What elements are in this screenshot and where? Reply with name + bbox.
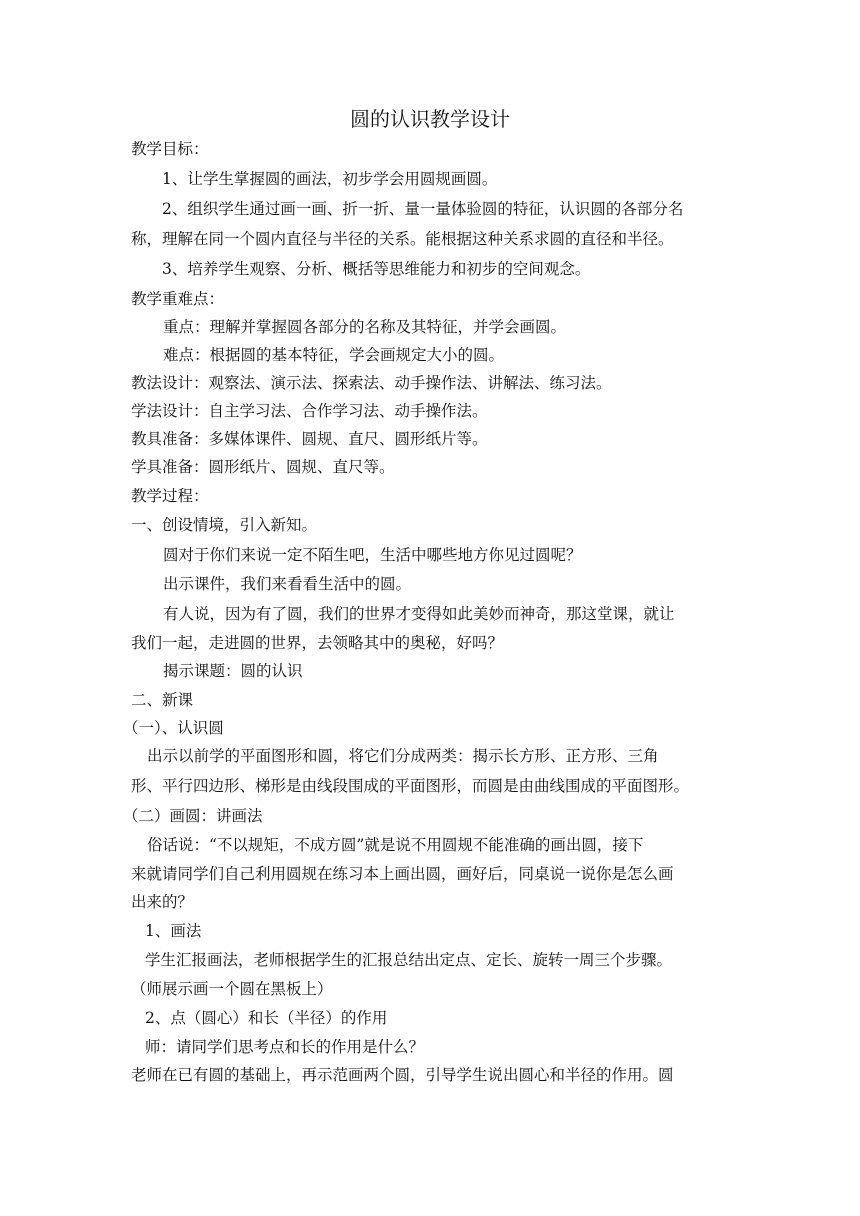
text-line: 老师在已有圆的基础上，再示范画两个圆，引导学生说出圆心和半径的作用。圆 [131,1066,674,1084]
text-line: 俗话说：“不以规矩，不成方圆”就是说不用圆规不能准确的画出圆，接下 [147,836,644,854]
text-line: 教法设计：观察法、演示法、探索法、动手操作法、讲解法、练习法。 [131,374,612,392]
text-line: 1、画法 [145,922,202,940]
text-line: 出示课件，我们来看看生活中的圆。 [163,575,412,593]
document-title: 圆的认识教学设计 [350,107,510,131]
text-line: 形、平行四边形、梯形是由线段围成的平面图形，而圆是由曲线围成的平面图形。 [131,777,690,795]
text-line: 学法设计：自主学习法、合作学习法、动手操作法。 [131,402,488,420]
text-line: 1、让学生掌握圆的画法，初步学会用圆规画圆。 [162,170,498,188]
text-line: （二）画圆：讲画法 [123,807,263,825]
text-line: 师：请同学们思考点和长的作用是什么？ [145,1038,425,1056]
text-line: 来就请同学们自己利用圆规在练习本上画出圆，画好后，同桌说一说你是怎么画 [131,865,674,883]
text-line: 称，理解在同一个圆内直径与半径的关系。能根据这种关系求圆的直径和半径。 [131,230,674,248]
text-line: 揭示课题：圆的认识 [163,662,303,680]
text-line: 教学重难点： [131,290,225,308]
text-line: 有人说，因为有了圆，我们的世界才变得如此美妙而神奇，那这堂课，就让 [163,605,675,623]
text-line: 我们一起，走进圆的世界，去领略其中的奥秘，好吗？ [131,634,504,652]
text-line: 重点：理解并掌握圆各部分的名称及其特征，并学会画圆。 [163,318,567,336]
text-line: 二、新课 [131,691,194,709]
text-line: 2、组织学生通过画一画、折一折、量一量体验圆的特征，认识圆的各部分名 [162,200,684,218]
text-line: 2、点（圆心）和长（半径）的作用 [145,1009,388,1027]
text-line: 难点：根据圆的基本特征，学会画规定大小的圆。 [163,346,505,364]
text-line: 教学目标： [131,140,209,158]
text-line: （师展示画一个圆在黑板上） [131,980,333,998]
text-line: 圆对于你们来说一定不陌生吧，生活中哪些地方你见过圆呢？ [163,546,582,564]
text-line: 学生汇报画法，老师根据学生的汇报总结出定点、定长、旋转一周三个步骤。 [145,951,673,969]
text-line: 一、创设情境，引入新知。 [131,516,318,534]
text-line: 教具准备：多媒体课件、圆规、直尺、圆形纸片等。 [131,430,488,448]
text-line: 学具准备：圆形纸片、圆规、直尺等。 [131,458,395,476]
text-line: 教学过程： [131,487,209,505]
text-line: 出来的？ [131,893,194,911]
text-line: 3、培养学生观察、分析、概括等思维能力和初步的空间观念。 [162,260,591,278]
text-line: 出示以前学的平面图形和圆，将它们分成两类：揭示长方形、正方形、三角 [147,747,659,765]
text-line: （一）、认识圆 [123,719,224,737]
